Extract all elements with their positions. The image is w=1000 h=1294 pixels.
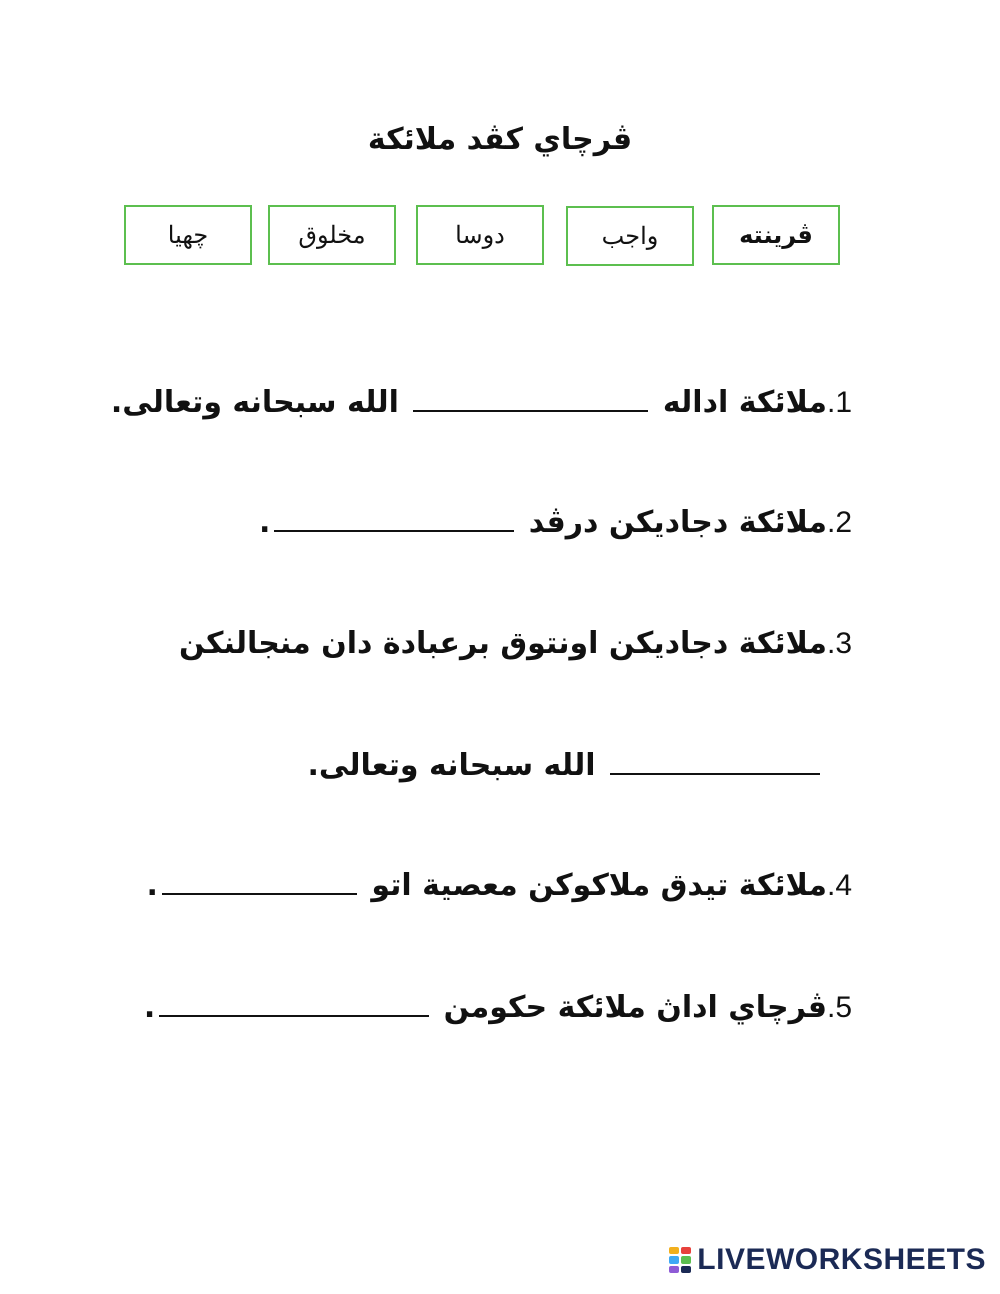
liveworksheets-brand[interactable] <box>669 1244 986 1276</box>
question-text-after: الله سبحانه وتعالى. <box>110 385 399 420</box>
logo-block <box>681 1266 691 1273</box>
question-number: 3. <box>826 627 852 660</box>
question-2 <box>259 505 852 540</box>
logo-block <box>669 1266 679 1273</box>
logo-block <box>681 1247 691 1254</box>
logo-block <box>681 1256 691 1263</box>
question-4 <box>146 868 852 903</box>
answer-blank-4[interactable] <box>162 871 357 895</box>
logo-block <box>669 1247 679 1254</box>
answer-blank-2[interactable] <box>274 508 514 532</box>
question-number: 1. <box>826 386 852 419</box>
question-text-before: ملائكة دجاديكن درڤد <box>528 505 827 540</box>
question-text-after: . <box>146 868 158 903</box>
word-bank-item-4[interactable]: مخلوق <box>268 205 396 265</box>
question-number: 2. <box>826 506 852 539</box>
liveworksheets-logo-icon <box>669 1247 691 1273</box>
word-bank-item-3[interactable]: دوسا <box>416 205 544 265</box>
question-1 <box>111 385 852 420</box>
question-number: 4. <box>826 869 852 902</box>
answer-blank-1[interactable] <box>413 388 648 412</box>
word-bank-item-2[interactable]: واجب <box>566 206 694 266</box>
question-text-before: ملائكة تيدق ملاكوكن معصية اتو <box>371 868 827 903</box>
question-3-continuation <box>307 748 824 783</box>
question-text-after: . <box>258 505 271 540</box>
question-text-before: ملائكة دجاديكن اونتوق برعبادة دان منجالنكن <box>179 626 827 661</box>
question-5 <box>144 990 852 1025</box>
answer-blank-3[interactable] <box>610 751 820 775</box>
word-bank-item-5[interactable]: چهيا <box>124 205 252 265</box>
word-bank-item-1[interactable]: ڤرينته <box>712 205 840 265</box>
question-3 <box>179 626 852 661</box>
worksheet-title: ڤرچاي كڤد ملائكة <box>367 122 633 157</box>
question-text-after: . <box>143 990 156 1025</box>
answer-blank-5[interactable] <box>159 993 429 1017</box>
question-number: 5. <box>826 991 852 1024</box>
logo-block <box>669 1256 679 1263</box>
brand-name: LIVEWORKSHEETS <box>697 1243 986 1276</box>
question-text-before: ملائكة اداله <box>662 385 827 420</box>
question-text-before: ڤرچاي اداڽ ملائكة حكومن <box>443 990 827 1025</box>
question-text-after: الله سبحانه وتعالى. <box>307 748 596 783</box>
